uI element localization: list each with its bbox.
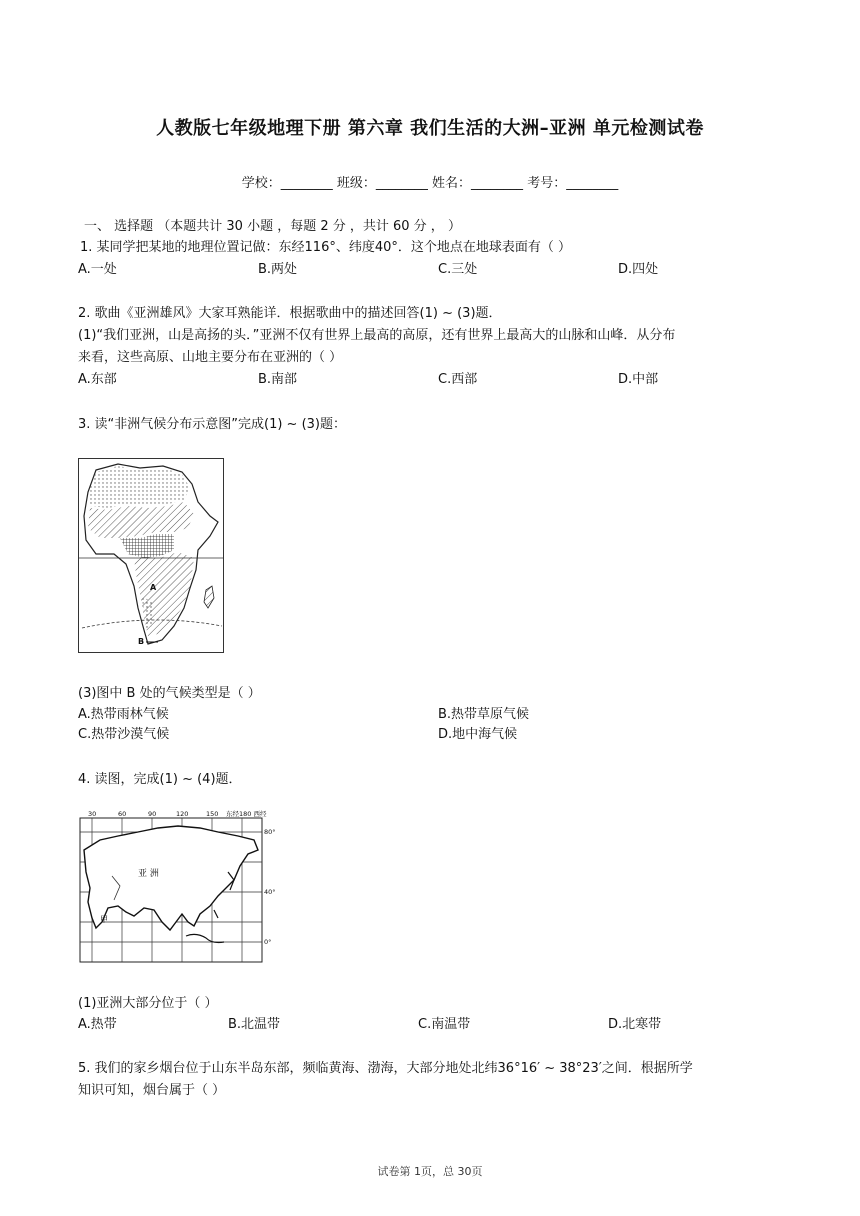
lat-label-80: 80° [264,828,276,836]
q3-option-b: B.热带草原气候 [438,707,530,722]
lon-label-30: 30 [88,810,97,818]
q4-option-b: B.北温带 [228,1017,281,1032]
q2-option-b: B.南部 [258,372,298,387]
question-5-line-1: 5. 我们的家乡烟台位于山东半岛东部，频临黄海、渤海，大部分地处北纬36°16′ ~ 38°23′之间．根据所学 [78,1061,693,1076]
lat-label-0: 0° [264,938,272,946]
lon-label-90: 90 [148,810,157,818]
map-label-a: A [150,583,157,592]
q2-option-c: C.西部 [438,372,478,387]
q2-option-d: D.中部 [618,372,659,387]
q3-sub-3: (3)图中 B 处的气候类型是（ ） [78,686,261,701]
q3-option-d: D.地中海气候 [438,727,518,742]
q3-option-a: A.热带雨林气候 [78,707,169,722]
question-2-stem: 2. 歌曲《亚洲雄风》大家耳熟能详．根据歌曲中的描述回答(1) ~ (3)题． [78,306,502,321]
q4-sub-1: (1)亚洲大部分位于（ ） [78,996,218,1011]
q4-option-c: C.南温带 [418,1017,471,1032]
question-5-line-2: 知识可知，烟台属于（ ） [78,1083,226,1098]
q1-option-c: C.三处 [438,262,478,277]
q2-sub-line-1: (1)“我们亚洲，山是高扬的头．”亚洲不仅有世界上最高的高原，还有世界上最高大的山脉和山峰．从分布 [78,328,676,343]
map-label-b: B [138,637,145,646]
region-label-asia: 亚 洲 [138,869,159,879]
africa-climate-map [78,458,226,654]
q1-option-d: D.四处 [618,262,659,277]
asia-map [78,810,278,966]
exam-title: 人教版七年级地理下册 第六章 我们生活的大洲–亚洲 单元检测试卷 [156,118,704,139]
lon-label-120: 120 [176,810,189,818]
lon-label-180: 东经180 西经 [226,810,267,818]
q3-option-c: C.热带沙漠气候 [78,727,170,742]
question-3-stem: 3. 读“非洲气候分布示意图”完成(1) ~ (3)题： [78,417,346,432]
q1-option-b: B.两处 [258,262,298,277]
q4-option-a: A.热带 [78,1017,117,1032]
student-info-line: 学校：________ 班级：________ 姓名：________ 考号：________ [241,176,619,191]
page-footer: 试卷第 1页，总 30页 [377,1165,483,1178]
section-header: 一、 选择题 （本题共计 30 小题 ，每题 2 分 ，共计 60 分 ， ） [84,219,461,234]
q4-option-d: D.北寒带 [608,1017,662,1032]
lat-label-40: 40° [264,888,276,896]
lon-label-150: 150 [206,810,219,818]
q1-option-a: A.一处 [78,262,117,277]
lon-label-60: 60 [118,810,127,818]
q2-sub-line-2: 来看，这些高原、山地主要分布在亚洲的（ ） [78,350,343,365]
q2-option-a: A.东部 [78,372,117,387]
question-1-stem: 1. 某同学把某地的地理位置记做：东经116°、纬度40°．这个地点在地球表面有（ ） [80,240,572,255]
marker-label-jia: 甲 [100,915,108,924]
question-4-stem: 4. 读图，完成(1) ~ (4)题． [78,772,242,787]
